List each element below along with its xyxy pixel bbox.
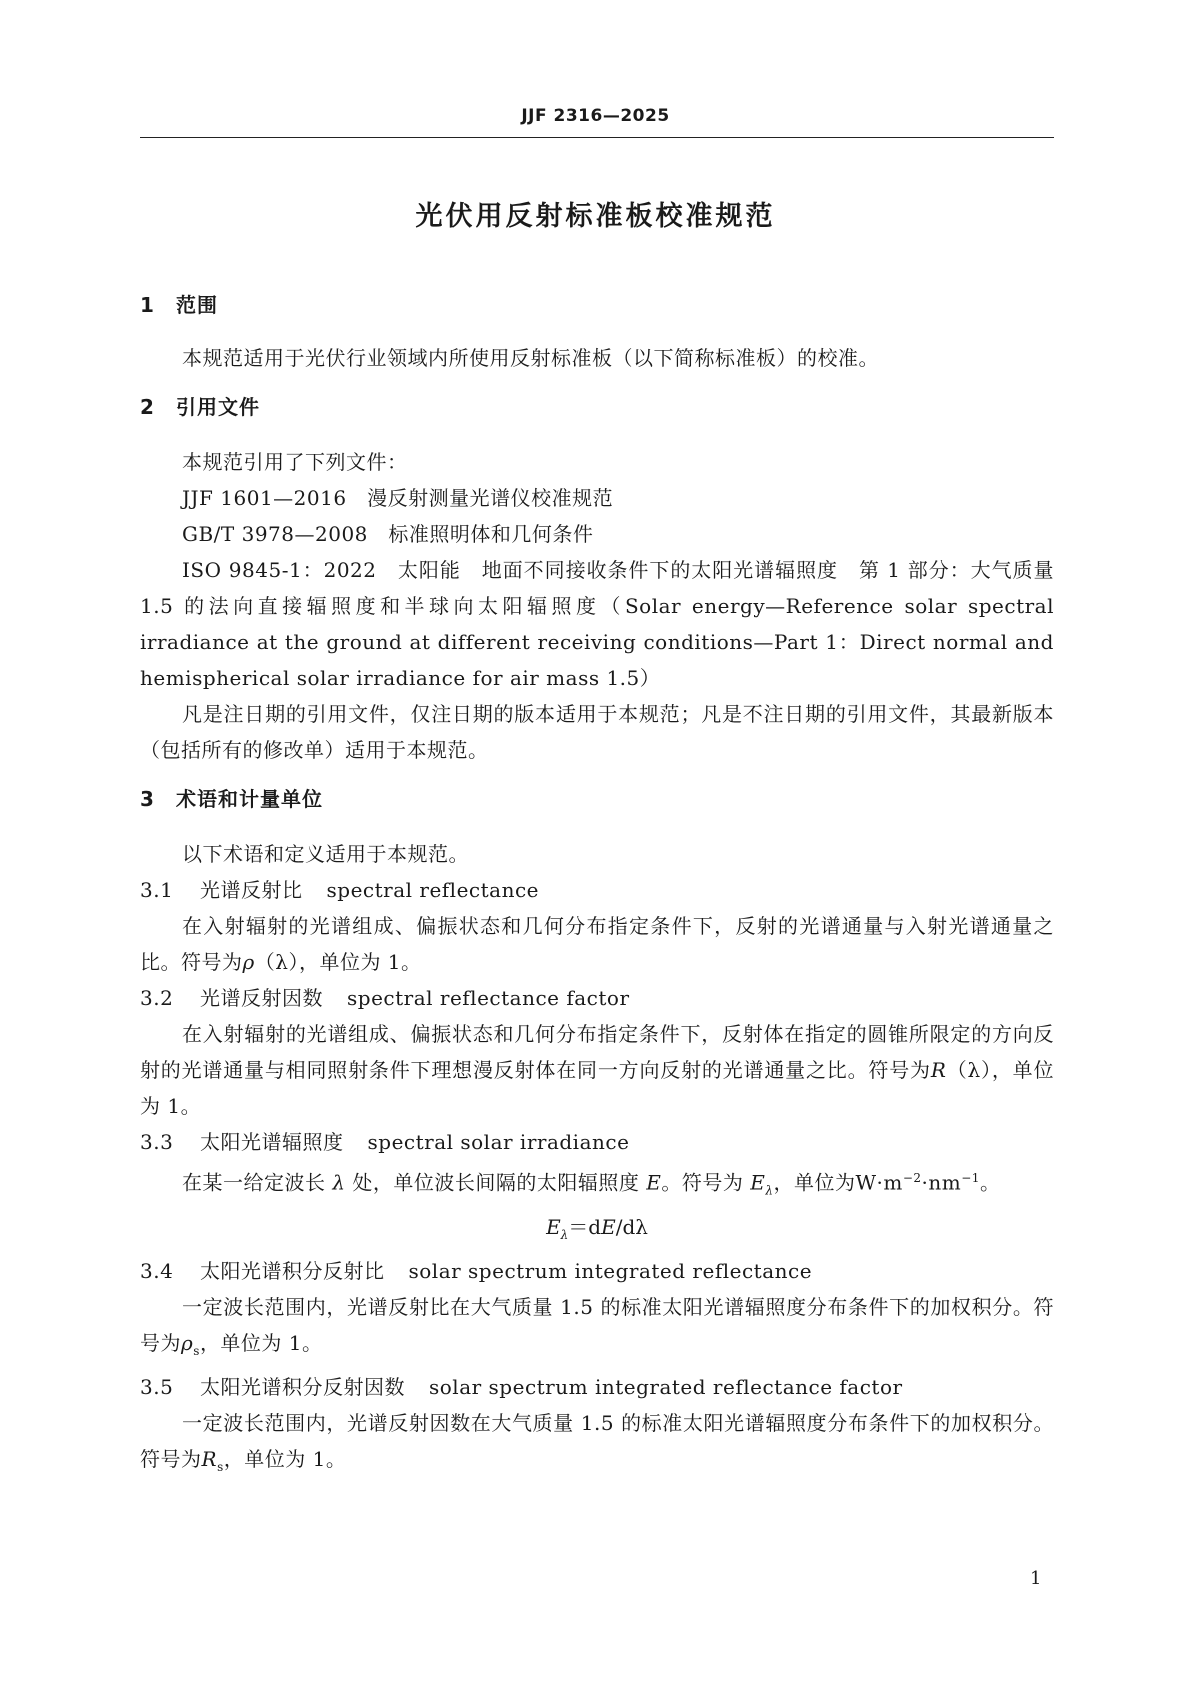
term-chinese: 光谱反射比 — [200, 878, 303, 902]
paragraph: 本规范引用了下列文件： — [182, 450, 408, 474]
section-number: 3 — [140, 787, 155, 811]
term-english: spectral solar irradiance — [367, 1130, 630, 1154]
term-definition: 在入射辐射的光谱组成、偏振状态和几何分布指定条件下，反射的光谱通量与入射光谱通量之比。符号为ρ（λ），单位为 1。 — [140, 914, 1054, 974]
term-chinese: 太阳光谱辐照度 — [200, 1130, 344, 1154]
section-number: 1 — [140, 293, 155, 317]
reference-item: ISO 9845-1：2022 太阳能 地面不同接收条件下的太阳光谱辐照度 第 1 部分：大气质量 1.5 的法向直接辐照度和半球向太阳辐照度（Solar energy—Reference solar spectral irradiance at the ground at different receiving conditions—Part 1：Direct normal and hemispherical solar irradiance for air mass 1.5） — [140, 558, 1054, 690]
term-english: solar spectrum integrated reflectance — [408, 1258, 813, 1283]
term-english: spectral reflectance factor — [347, 986, 630, 1010]
term-definition: 在某一给定波长 λ 处，单位波长间隔的太阳辐照度 E。符号为 $E_\lambda$，单位为$W\cdot m^{-2}\cdot nm^{-1}$。 — [182, 1170, 1001, 1198]
section-heading-scope — [140, 290, 1054, 320]
term-english: spectral reflectance — [326, 878, 539, 902]
term-number: 3.4 — [140, 1258, 174, 1283]
paragraph: 凡是注日期的引用文件，仅注日期的版本适用于本规范；凡是不注日期的引用文件，其最新版本（包括所有的修改单）适用于本规范。 — [140, 702, 1054, 762]
term-definition: 一定波长范围内，光谱反射比在大气质量 1.5 的标准太阳光谱辐照度分布条件下的加权积分。符号为$\rho_s$，单位为 1。 — [140, 1294, 1054, 1358]
term-definition: 一定波长范围内，光谱反射因数在大气质量 1.5 的标准太阳光谱辐照度分布条件下的加权积分。符号为$R_s$，单位为 1。 — [140, 1410, 1054, 1474]
reference-item: GB/T 3978—2008 标准照明体和几何条件 — [182, 522, 594, 546]
running-header: JJF 2316—2025 — [521, 106, 670, 126]
term-definition: 在入射辐射的光谱组成、偏振状态和几何分布指定条件下，反射体在指定的圆锥所限定的方向反射的光谱通量与相同照射条件下理想漫反射体在同一方向反射的光谱通量之比。符号为R（λ），单位为 1。 — [140, 1022, 1054, 1118]
term-3-4 — [140, 1253, 1054, 1289]
term-number: 3.1 — [140, 878, 174, 902]
section-title: 范围 — [176, 293, 218, 317]
term-chinese: 光谱反射因数 — [200, 986, 323, 1010]
section-heading-references — [140, 392, 1054, 422]
term-3-1 — [140, 872, 1054, 908]
term-chinese: 太阳光谱积分反射比 — [200, 1258, 385, 1283]
term-3-2 — [140, 980, 1054, 1016]
term-number: 3.3 — [140, 1130, 174, 1154]
term-number: 3.5 — [140, 1374, 174, 1399]
paragraph: 本规范适用于光伏行业领域内所使用反射标准板（以下简称标准板）的校准。 — [182, 346, 879, 370]
paragraph: 以下术语和定义适用于本规范。 — [182, 842, 469, 866]
term-number: 3.2 — [140, 986, 174, 1010]
reference-item: JJF 1601—2016 漫反射测量光谱仪校准规范 — [182, 486, 614, 510]
header-rule — [140, 137, 1054, 138]
document-body — [140, 290, 1054, 1485]
formula: $E_\lambda=dE/d\lambda$ — [546, 1214, 648, 1242]
page-number: 1 — [1030, 1568, 1042, 1589]
section-title: 术语和计量单位 — [176, 787, 323, 811]
section-heading-terms — [140, 784, 1054, 814]
term-english: solar spectrum integrated reflectance factor — [429, 1374, 903, 1399]
term-3-5 — [140, 1369, 1054, 1405]
document-title: 光伏用反射标准板校准规范 — [415, 201, 776, 232]
term-3-3 — [140, 1124, 1054, 1160]
section-title: 引用文件 — [176, 395, 260, 419]
term-chinese: 太阳光谱积分反射因数 — [200, 1374, 405, 1399]
section-number: 2 — [140, 395, 155, 419]
